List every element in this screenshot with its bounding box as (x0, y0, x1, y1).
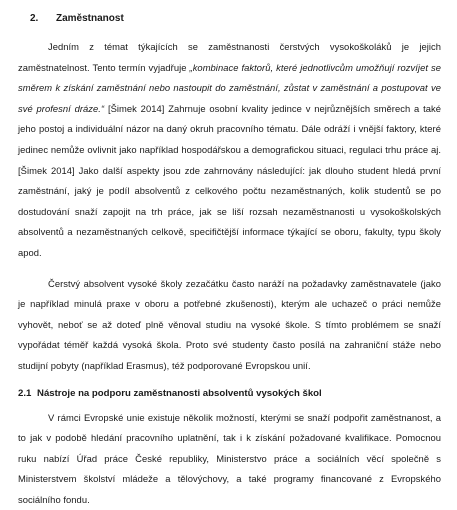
paragraph-employability (18, 37, 441, 264)
paragraph-employability-text-2: [Šimek 2014] Zahrnuje osobní kvality jedince v nejrůznějších směrech a také jeho postoj a individuální názor na daný okruh pracovního tématu. Dále odráží i vnější faktory, které jedinec nemůže ovlivnit jako například hospodářskou a demografickou situaci, regulaci trhu práce aj. [Šimek 2014] Jako další aspekty jsou zde zahrnovány následující: jak dlouho student hledá první zaměstnání, jaký je podíl absolventů z celkového počtu nezaměstnaných, kolik studentů se po dostudování snaží zapojit na trh práce, jak se liší rozsah nezaměstnanosti u vysokoškolských absolventů a nezaměstnaných celkově, specifičtější informace týkající se oboru, fakulty, typu školy apod. (18, 103, 441, 258)
paragraph-fresh-graduate: Čerstvý absolvent vysoké školy zezačátku často naráží na požadavky zaměstnavatele (jako je například minulá praxe v oboru a potřebné zkušenosti), kterým ale uchazeč o práci nemůže vyhovět, neboť se až doteď plně věnoval studiu na vysoké škole. S tímto problémem se snaží vypořádat téměř každá vysoká škola. Proto své studenty často posílá na zahraniční stáže nebo studijní pobyty (například Erasmus), též podporované Evropskou unií. (18, 274, 441, 377)
paragraph-eu-tools: V rámci Evropské unie existuje několik možností, kterými se snaží podpořit zaměstnanost, a to jak v podobě hledání pracovního uplatnění, tak i k získání požadované kvalifikace. Pomocnou ruku nabízí Úřad práce České republiky, Ministerstvo práce a sociálních věcí společně s Ministerstvem školství mládeže a tělovýchovy, a také programy financované z Evropského sociálního fondu. (18, 408, 441, 510)
subsection-number: 2.1 (18, 388, 31, 399)
employability-definition-quote: „kombinace faktorů, které jednotlivcům umožňují rozvíjet se směrem k získání zaměstnání nebo nastoupit do zaměstnání, zůstat v zaměstnání a postupovat ve své profesní dráze.“ (18, 62, 441, 114)
paragraph-employability-text-1: Jedním z témat týkajících se zaměstnanosti čerstvých vysokoškoláků je jejich zaměstnatelnost. Tento termín vyjadřuje (18, 41, 441, 73)
subsection-title: Nástroje na podporu zaměstnanosti absolventů vysokých škol (37, 388, 322, 399)
subsection-heading (18, 387, 441, 400)
section-title: Zaměstnanost (56, 13, 124, 24)
section-number: 2. (18, 12, 56, 25)
section-heading (18, 12, 441, 25)
